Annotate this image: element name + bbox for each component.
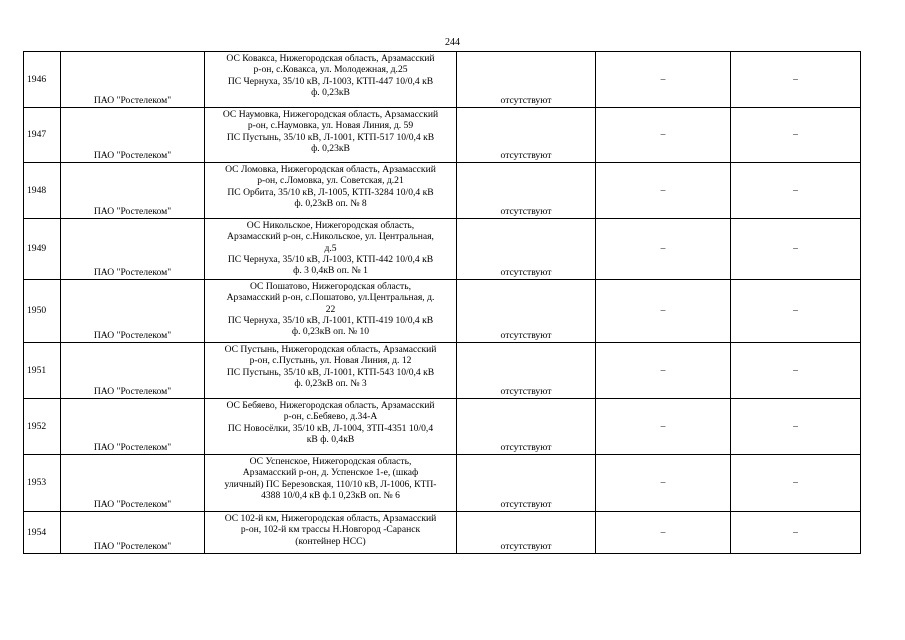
object-description-cell (205, 512, 457, 554)
status-cell: отсутствуют (457, 219, 596, 280)
object-description-line: ф. 0,23кВ оп. № 3 (294, 377, 367, 389)
row-number: 1952 (24, 399, 61, 455)
row-number: 1949 (24, 219, 61, 280)
status-cell: отсутствуют (457, 455, 596, 512)
status-cell: отсутствуют (457, 163, 596, 219)
status-cell: отсутствуют (457, 399, 596, 455)
object-description-line: Арзамасский р-он, с.Никольское, ул. Центральная, (227, 231, 434, 243)
object-description-line: ОС Успенское, Нижегородская область, (249, 456, 412, 467)
object-description-cell (205, 163, 457, 219)
dash-cell: – (596, 399, 731, 455)
object-description-line: ПС Чернуха, 35/10 кВ, Л-1001, КТП-419 10/0,4 кВ (227, 314, 434, 326)
status-cell: отсутствуют (457, 52, 596, 108)
registry-table-body (24, 52, 861, 554)
dash-cell: – (596, 108, 731, 163)
row-number: 1948 (24, 163, 61, 219)
object-description-cell (205, 108, 457, 163)
row-number: 1954 (24, 512, 61, 554)
object-description-line: уличный) ПС Березовская, 110/10 кВ, Л-1006, КТП- (224, 478, 437, 490)
status-cell: отсутствуют (457, 512, 596, 554)
row-number: 1953 (24, 455, 61, 512)
object-description-cell (205, 455, 457, 512)
status-cell: отсутствуют (457, 343, 596, 399)
dash-cell: – (596, 280, 731, 343)
owner-cell: ПАО "Ростелеком" (61, 343, 205, 399)
dash-cell: – (596, 219, 731, 280)
table-row (24, 280, 861, 343)
object-description-line: Арзамасский р-он, с.Пошатово, ул.Центральная, д. (226, 292, 435, 304)
object-description-cell (205, 399, 457, 455)
object-description-line: кВ ф. 0,4кВ (306, 433, 355, 445)
owner-cell: ПАО "Ростелеком" (61, 163, 205, 219)
object-description-cell (205, 219, 457, 280)
object-description-line: ф. 0,23кВ оп. № 8 (294, 197, 367, 209)
dash-cell: – (731, 455, 861, 512)
object-description-line: ОС 102-й км, Нижегородская область, Арзамасский (224, 513, 437, 524)
table-row (24, 219, 861, 280)
object-description-line: 22 (325, 303, 336, 315)
dash-cell: – (596, 163, 731, 219)
owner-cell: ПАО "Ростелеком" (61, 399, 205, 455)
dash-cell: – (596, 52, 731, 108)
object-description-line: ОС Бебяево, Нижегородская область, Арзамасский (226, 400, 435, 411)
dash-cell: – (596, 512, 731, 554)
dash-cell: – (731, 512, 861, 554)
object-description-line: р-он, с.Пустынь, ул. Новая Линия, д. 12 (249, 355, 412, 367)
object-description-line: ф. 0,23кВ оп. № 10 (291, 326, 370, 338)
table-row (24, 108, 861, 163)
table-row (24, 455, 861, 512)
object-description-line: ф. 0,23кВ (311, 142, 350, 154)
dash-cell: – (596, 343, 731, 399)
object-description-line: р-он, с.Бебяево, д.34-А (283, 411, 378, 423)
dash-cell: – (731, 399, 861, 455)
object-description-cell (205, 343, 457, 399)
object-description-line: ОС Наумовка, Нижегородская область, Арзамасский (222, 109, 439, 120)
owner-cell: ПАО "Ростелеком" (61, 455, 205, 512)
object-description-line: ОС Пустынь, Нижегородская область, Арзамасский (224, 344, 437, 355)
owner-cell: ПАО "Ростелеком" (61, 52, 205, 108)
object-description-line: ПС Чернуха, 35/10 кВ, Л-1003, КТП-442 10/0,4 кВ (227, 253, 434, 265)
object-description-line: ПС Чернуха, 35/10 кВ, Л-1003, КТП-447 10/0,4 кВ (227, 75, 434, 87)
row-number: 1951 (24, 343, 61, 399)
status-cell: отсутствуют (457, 108, 596, 163)
object-description-line: ПС Пустынь, 35/10 кВ, Л-1001, КТП-517 10/0,4 кВ (226, 131, 435, 143)
object-description-line: 4388 10/0,4 кВ ф.1 0,23кВ оп. № 6 (261, 489, 400, 501)
object-description-line: ПС Орбита, 35/10 кВ, Л-1005, КТП-3284 10/0,4 кВ (227, 186, 434, 198)
object-description-line: ОС Никольское, Нижегородская область, (246, 220, 415, 231)
dash-cell: – (731, 280, 861, 343)
table-row (24, 512, 861, 554)
row-number: 1950 (24, 280, 61, 343)
dash-cell: – (731, 219, 861, 280)
owner-cell: ПАО "Ростелеком" (61, 108, 205, 163)
page-number: 244 (445, 37, 460, 48)
owner-cell: ПАО "Ростелеком" (61, 280, 205, 343)
dash-cell: – (731, 108, 861, 163)
table-row (24, 163, 861, 219)
object-description-line: д.5 (324, 242, 337, 254)
object-description-line: ПС Пустынь, 35/10 кВ, Л-1001, КТП-543 10/0,4 кВ (226, 366, 435, 378)
object-description-cell (205, 280, 457, 343)
object-description-line: ОС Пошатово, Нижегородская область, (250, 281, 411, 292)
status-cell: отсутствуют (457, 280, 596, 343)
object-description-line: (контейнер НСС) (295, 535, 366, 547)
registry-table (23, 51, 861, 554)
object-description-line: р-он, с.Ковакса, ул. Молодежная, д.25 (253, 64, 408, 76)
object-description-line: р-он, 102-й км трассы Н.Новгород -Саранск (240, 524, 421, 536)
object-description-cell (205, 52, 457, 108)
object-description-line: ПС Новосёлки, 35/10 кВ, Л-1004, ЗТП-4351 10/0,4 (227, 422, 434, 434)
table-row (24, 343, 861, 399)
table-row (24, 52, 861, 108)
dash-cell: – (596, 455, 731, 512)
object-description-line: р-он, с.Ломовка, ул. Советская, д.21 (257, 175, 404, 187)
dash-cell: – (731, 343, 861, 399)
object-description-line: р-он, с.Наумовка, ул. Новая Линия, д. 59 (247, 120, 414, 132)
object-description-line: ОС Ломовка, Нижегородская область, Арзамасский (225, 164, 436, 175)
row-number: 1946 (24, 52, 61, 108)
row-number: 1947 (24, 108, 61, 163)
owner-cell: ПАО "Ростелеком" (61, 219, 205, 280)
dash-cell: – (731, 52, 861, 108)
owner-cell: ПАО "Ростелеком" (61, 512, 205, 554)
object-description-line: ОС Ковакса, Нижегородская область, Арзамасский (226, 53, 435, 64)
object-description-line: ф. 3 0,4кВ оп. № 1 (293, 265, 368, 277)
dash-cell: – (731, 163, 861, 219)
object-description-line: ф. 0,23кВ (311, 86, 350, 98)
object-description-line: Арзамасский р-он, д. Успенское 1-е, (шкаф (242, 467, 419, 479)
table-row (24, 399, 861, 455)
